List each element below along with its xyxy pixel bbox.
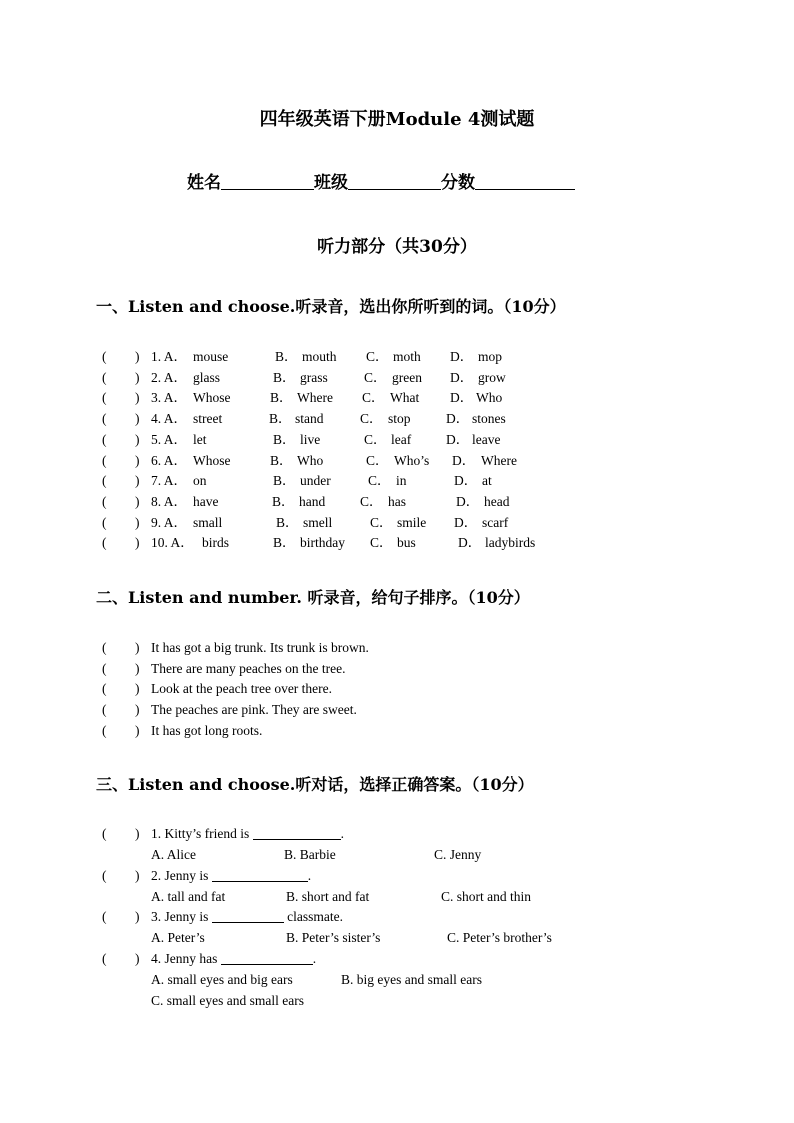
- answer-paren-open[interactable]: (: [102, 681, 107, 697]
- option-b[interactable]: grass: [300, 369, 328, 385]
- option-c[interactable]: C. small eyes and small ears: [151, 993, 304, 1008]
- answer-paren-close: ): [135, 702, 140, 718]
- option-b-label: B．: [273, 535, 296, 551]
- question-end: classmate.: [287, 909, 343, 924]
- option-b[interactable]: mouth: [302, 349, 337, 364]
- option-a[interactable]: Whose: [193, 390, 231, 406]
- option-c[interactable]: in: [396, 473, 407, 489]
- option-c[interactable]: C. Peter’s brother’s: [447, 930, 552, 945]
- s3-question-4: [102, 949, 702, 969]
- s3-question-2: [102, 866, 702, 886]
- option-d-label: D．: [454, 514, 478, 530]
- option-d-label: D．: [454, 473, 478, 489]
- option-c-label: C．: [360, 493, 383, 509]
- option-b[interactable]: B. short and fat: [286, 889, 370, 904]
- answer-paren-close: ): [135, 909, 140, 924]
- option-b[interactable]: stand: [295, 411, 324, 427]
- option-c[interactable]: has: [388, 493, 406, 509]
- name-blank[interactable]: [221, 173, 314, 190]
- answer-paren-close: ): [135, 349, 140, 364]
- option-a[interactable]: A. tall and fat: [151, 889, 226, 904]
- s3-options-4: [151, 970, 711, 990]
- s1-item-6: [102, 451, 702, 471]
- answer-paren-open: (: [102, 951, 107, 966]
- answer-paren-close: ): [135, 660, 140, 676]
- s2-item-2: [102, 659, 702, 679]
- option-a[interactable]: birds: [202, 535, 229, 551]
- s1-item-2: [102, 368, 702, 388]
- answer-paren-close: ): [135, 640, 140, 655]
- option-c-label: C．: [370, 514, 393, 530]
- s2-item-3: [102, 679, 702, 699]
- answer-blank[interactable]: [212, 867, 308, 882]
- question-end: .: [307, 868, 312, 883]
- option-d[interactable]: grow: [478, 369, 506, 385]
- s3-question-3: [102, 907, 702, 927]
- option-b[interactable]: smell: [303, 514, 333, 530]
- answer-paren-open[interactable]: (: [102, 411, 107, 427]
- section1-heading: 一、Listen and choose.听录音，选出你所听到的词。（10分）: [96, 297, 566, 316]
- option-c[interactable]: green: [392, 369, 422, 385]
- class-label: 班级: [314, 173, 348, 193]
- option-num: 3. A．: [151, 390, 188, 406]
- answer-paren-close: ): [135, 722, 140, 738]
- class-blank[interactable]: [348, 173, 441, 190]
- s3-options-4b: [151, 991, 711, 1011]
- option-a[interactable]: street: [193, 411, 223, 427]
- name-label: 姓名: [187, 173, 221, 193]
- option-num: 8. A．: [151, 493, 188, 509]
- s3-options-3: [151, 928, 711, 948]
- option-c[interactable]: Who’s: [394, 452, 430, 468]
- question-text: 3. Jenny is: [151, 909, 209, 924]
- option-d[interactable]: Who: [476, 390, 503, 406]
- answer-paren-open[interactable]: (: [102, 369, 107, 385]
- listening-subtitle: 听力部分（共30分）: [317, 237, 477, 257]
- s2-item-4: [102, 700, 702, 720]
- option-b[interactable]: Who: [297, 452, 324, 468]
- s1-item-4: [102, 409, 702, 429]
- option-num: 6. A．: [151, 452, 188, 468]
- option-d-label: D．: [450, 369, 474, 385]
- option-a[interactable]: small: [193, 514, 223, 530]
- option-num: 1. A．: [151, 349, 188, 364]
- option-a[interactable]: A. small eyes and big ears: [151, 972, 293, 987]
- answer-paren-close: ): [135, 514, 140, 530]
- s2-item-1: [102, 638, 702, 658]
- option-c[interactable]: smile: [397, 514, 427, 530]
- option-c[interactable]: leaf: [391, 431, 412, 447]
- score-blank[interactable]: [475, 173, 575, 190]
- option-a[interactable]: Whose: [193, 452, 231, 468]
- option-c[interactable]: bus: [397, 535, 416, 551]
- answer-paren-close: ): [135, 868, 140, 883]
- option-b[interactable]: B. Barbie: [284, 847, 336, 862]
- answer-paren-close: ): [135, 681, 140, 697]
- option-b[interactable]: hand: [299, 493, 326, 509]
- option-c-label: C．: [370, 535, 393, 551]
- question-end: .: [340, 826, 344, 841]
- s3-options-1: [151, 845, 711, 865]
- option-b-label: B．: [269, 411, 292, 427]
- option-a[interactable]: mouse: [193, 349, 229, 364]
- answer-paren-close: ): [135, 951, 140, 966]
- option-b[interactable]: B. Peter’s sister’s: [286, 930, 381, 945]
- answer-paren-close: ): [135, 535, 140, 551]
- option-b-label: B．: [273, 431, 296, 447]
- answer-paren-open: (: [102, 909, 107, 924]
- s3-question-1: [102, 824, 702, 844]
- answer-paren-open[interactable]: (: [102, 640, 107, 655]
- sentence-text: The peaches are pink. They are sweet.: [151, 702, 357, 718]
- option-b[interactable]: birthday: [300, 535, 345, 551]
- option-a[interactable]: let: [193, 431, 207, 447]
- answer-paren-open: (: [102, 826, 107, 841]
- option-d-label: D．: [450, 390, 474, 406]
- option-b-label: B．: [272, 493, 295, 509]
- option-c-label: C．: [366, 349, 389, 364]
- answer-paren-open[interactable]: (: [102, 431, 107, 447]
- option-b-label: B．: [273, 369, 296, 385]
- option-a[interactable]: glass: [193, 369, 220, 385]
- option-c-label: C．: [360, 411, 383, 427]
- answer-paren-open[interactable]: (: [102, 722, 107, 738]
- option-num: 5. A．: [151, 431, 188, 447]
- question-end: .: [312, 951, 317, 966]
- option-d[interactable]: Where: [481, 452, 517, 468]
- option-d-label: D．: [450, 349, 474, 364]
- answer-paren-open[interactable]: (: [102, 473, 107, 489]
- s1-item-9: [102, 513, 702, 533]
- answer-paren-open[interactable]: (: [102, 535, 107, 551]
- answer-paren-close: ): [135, 431, 140, 447]
- option-b-label: B．: [270, 390, 293, 406]
- option-c[interactable]: C. short and thin: [441, 889, 531, 904]
- s1-item-7: [102, 471, 702, 491]
- answer-paren-close: ): [135, 473, 140, 489]
- option-d[interactable]: scarf: [482, 514, 509, 530]
- option-b-label: B．: [270, 452, 293, 468]
- s1-item-8: [102, 492, 702, 512]
- section2-heading: 二、Listen and number. 听录音，给句子排序。（10分）: [96, 588, 530, 607]
- option-d-label: D．: [458, 535, 482, 551]
- option-b[interactable]: under: [300, 473, 331, 489]
- answer-paren-close: ): [135, 493, 140, 509]
- option-a[interactable]: A. Peter’s: [151, 930, 205, 945]
- answer-paren-open[interactable]: (: [102, 349, 107, 364]
- question-text: 4. Jenny has: [151, 951, 218, 966]
- option-c-label: C．: [368, 473, 391, 489]
- s1-item-1: [102, 347, 702, 367]
- answer-blank[interactable]: [221, 950, 313, 965]
- option-c-label: C．: [366, 452, 389, 468]
- answer-paren-close: ): [135, 390, 140, 406]
- option-b[interactable]: live: [300, 431, 321, 447]
- score-label: 分数: [441, 173, 475, 193]
- option-d[interactable]: ladybirds: [485, 535, 536, 551]
- option-d-label: D．: [446, 411, 470, 427]
- answer-paren-open[interactable]: (: [102, 702, 107, 718]
- option-b[interactable]: Where: [297, 390, 333, 406]
- option-b-label: B．: [276, 514, 299, 530]
- option-d-label: D．: [452, 452, 476, 468]
- option-num: 9. A．: [151, 514, 188, 530]
- option-a[interactable]: A. Alice: [151, 847, 196, 862]
- option-d[interactable]: stones: [472, 411, 506, 427]
- option-c-label: C．: [362, 390, 385, 406]
- option-c[interactable]: C. Jenny: [434, 847, 482, 862]
- option-num: 10. A．: [151, 535, 194, 551]
- sentence-text: There are many peaches on the tree.: [151, 660, 346, 676]
- option-c[interactable]: stop: [388, 411, 411, 427]
- s3-options-2: [151, 887, 711, 907]
- sentence-text: Look at the peach tree over there.: [151, 681, 333, 697]
- option-c[interactable]: moth: [393, 349, 421, 364]
- option-num: 7. A．: [151, 473, 188, 489]
- option-a[interactable]: on: [193, 473, 207, 489]
- answer-paren-open[interactable]: (: [102, 660, 107, 676]
- s1-item-5: [102, 430, 702, 450]
- answer-blank[interactable]: [212, 908, 284, 923]
- option-b-label: B．: [273, 473, 296, 489]
- s1-item-10: [102, 533, 702, 553]
- answer-paren-open[interactable]: (: [102, 452, 107, 468]
- answer-paren-open[interactable]: (: [102, 514, 107, 530]
- section3-heading: 三、Listen and choose.听对话，选择正确答案。（10分）: [96, 775, 534, 794]
- option-c-label: C．: [364, 369, 387, 385]
- option-c-label: C．: [364, 431, 387, 447]
- answer-paren-open[interactable]: (: [102, 493, 107, 509]
- page-title: 四年级英语下册Module 4测试题: [259, 109, 535, 130]
- student-info-line: [187, 168, 575, 193]
- option-b[interactable]: B. big eyes and small ears: [341, 972, 482, 987]
- option-num: 2. A．: [151, 369, 188, 385]
- question-text: 2. Jenny is: [151, 868, 209, 883]
- answer-paren-open[interactable]: (: [102, 390, 107, 406]
- sentence-text: It has got a big trunk. Its trunk is brown.: [151, 640, 369, 655]
- sentence-text: It has got long roots.: [151, 722, 263, 738]
- question-text: 1. Kitty’s friend is: [151, 826, 250, 841]
- option-b-label: B．: [275, 349, 298, 364]
- option-d-label: D．: [446, 431, 470, 447]
- answer-paren-close: ): [135, 826, 140, 841]
- s1-item-3: [102, 388, 702, 408]
- option-d[interactable]: at: [482, 473, 492, 489]
- option-d[interactable]: head: [484, 493, 510, 509]
- answer-paren-open: (: [102, 868, 107, 883]
- option-d[interactable]: mop: [478, 349, 503, 364]
- option-a[interactable]: have: [193, 493, 219, 509]
- answer-paren-close: ): [135, 411, 140, 427]
- s2-item-5: [102, 721, 702, 741]
- option-d[interactable]: leave: [472, 431, 501, 447]
- option-c[interactable]: What: [390, 390, 420, 406]
- option-num: 4. A．: [151, 411, 188, 427]
- answer-blank[interactable]: [253, 825, 341, 840]
- option-d-label: D．: [456, 493, 480, 509]
- answer-paren-close: ): [135, 452, 140, 468]
- answer-paren-close: ): [135, 369, 140, 385]
